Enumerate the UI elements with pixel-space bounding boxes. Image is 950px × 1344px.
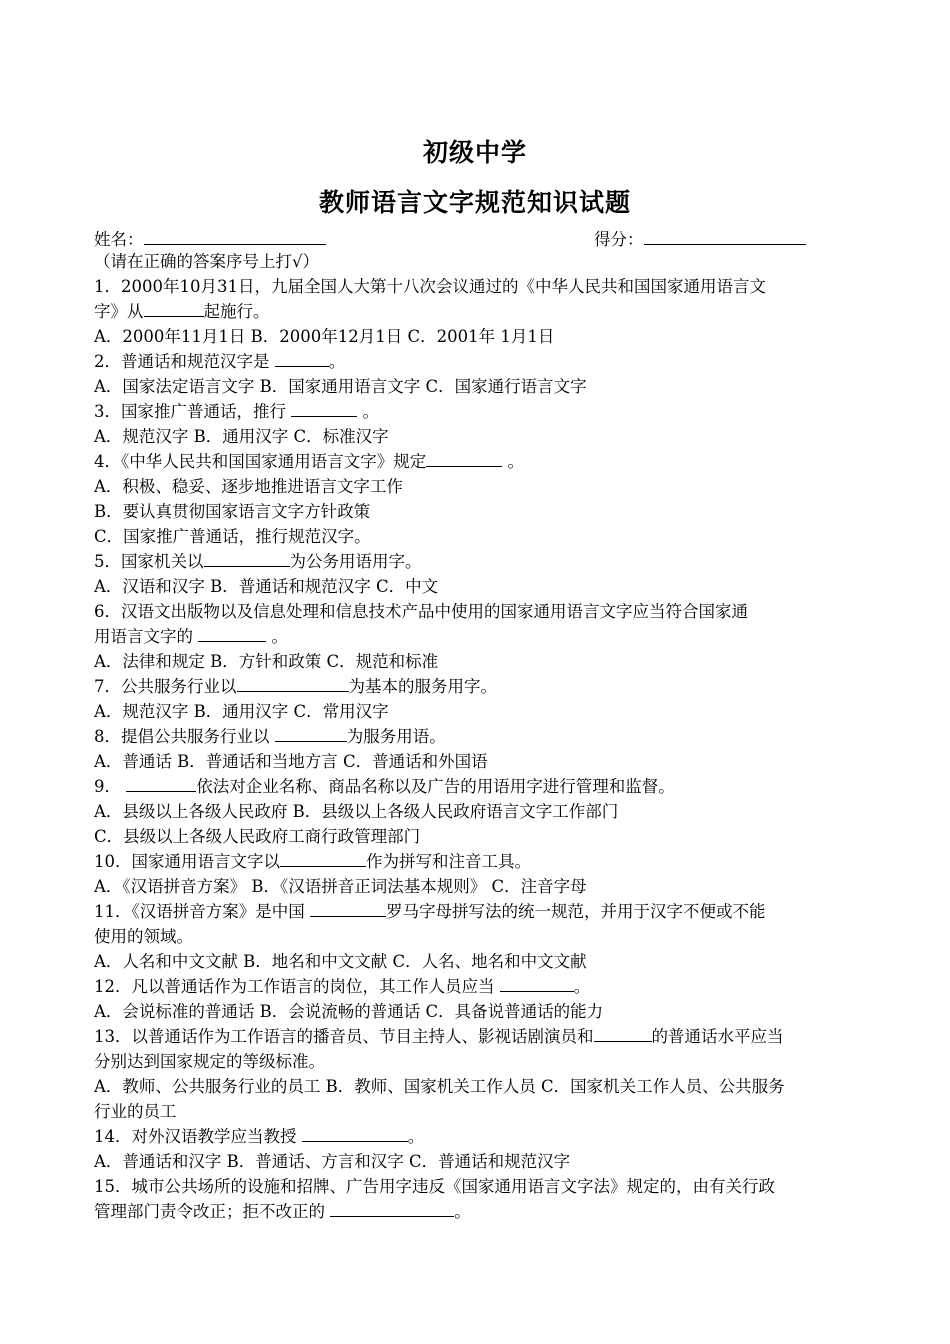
line-text: 用语言文字的 [94,627,199,646]
line-text-after-blank: 为公务用语用字。 [289,552,422,571]
question-line [94,824,864,849]
line-text: 15．城市公共场所的设施和招牌、广告用字违反《国家通用语言文字法》规定的，由有关行政 [94,1177,775,1196]
line-text: 行业的员工 [94,1102,177,1121]
page-title-school: 初级中学 [422,138,527,167]
line-text: 字》从 [94,302,144,321]
question-line [94,874,864,899]
answer-blank[interactable] [310,899,386,917]
question-line [94,399,864,424]
question-line [94,499,864,524]
question-line [94,1074,864,1099]
line-text: A．规范汉字 B．通用汉字 C．常用汉字 [94,702,389,721]
question-line [94,724,864,749]
question-line [94,799,864,824]
question-line [94,974,864,999]
question-line [94,1024,864,1049]
question-line [94,349,864,374]
question-line [94,474,864,499]
page-title-exam: 教师语言文字规范知识试题 [318,188,631,217]
score-label: 得分： [594,230,644,249]
line-text: 使用的领域。 [94,927,193,946]
line-text-after-blank: 。 [573,977,591,996]
question-line [94,274,864,299]
question-line [94,899,864,924]
line-text: A．积极、稳妥、逐步地推进语言文字工作 [94,477,403,496]
line-text-after-blank: 依法对企业名称、商品名称以及广告的用语用字进行管理和监督。 [196,777,675,796]
line-text-after-blank: 。 [454,1202,471,1221]
line-text: 14．对外汉语教学应当教授 [94,1127,302,1146]
line-text: 2．普通话和规范汉字是 [94,352,275,371]
instruction-text: （请在正确的答案序号上打√） [94,252,320,271]
answer-blank[interactable] [198,624,266,642]
line-text-after-blank: 作为拼写和注音工具。 [366,852,531,871]
name-blank[interactable] [144,226,326,245]
question-line [94,324,864,349]
question-line [94,649,864,674]
line-text: A．人名和中文文献 B．地名和中文文献 C．人名、地名和中文文献 [94,952,587,971]
question-line [94,1099,864,1124]
line-text-after-blank: 。 [328,352,346,371]
question-list [94,249,864,1224]
answer-blank[interactable] [291,399,357,417]
line-text: 13．以普通话作为工作语言的播音员、节目主持人、影视话剧演员和 [94,1027,594,1046]
line-text: A．2000年11月1日 B．2000年12月1日 C．2001年 1月1日 [94,327,555,346]
line-text: 7．公共服务行业以 [94,677,237,696]
line-text-after-blank: 的普通话水平应当 [651,1027,784,1046]
line-text: 10．国家通用语言文字以 [94,852,280,871]
name-label: 姓名： [94,230,144,249]
question-line [94,449,864,474]
answer-blank[interactable] [302,1124,408,1142]
question-line [94,1199,864,1224]
line-text: C．国家推广普通话，推行规范汉字。 [94,527,371,546]
line-text: 12．凡以普通话作为工作语言的岗位，其工作人员应当 [94,977,500,996]
line-text: A．普通话和汉字 B．普通话、方言和汉字 C．普通话和规范汉字 [94,1152,571,1171]
line-text: 3．国家推广普通话，推行 [94,402,292,421]
answer-blank[interactable] [594,1024,652,1042]
line-text: A．普通话 B．普通话和当地方言 C．普通话和外国语 [94,752,488,771]
line-text: A．国家法定语言文字 B．国家通用语言文字 C．国家通行语言文字 [94,377,587,396]
question-line [94,374,864,399]
question-line [94,774,864,799]
line-text: A．汉语和汉字 B．普通话和规范汉字 C．中文 [94,577,439,596]
line-text: 9． [94,777,127,796]
line-text: A．教师、公共服务行业的员工 B．教师、国家机关工作人员 C．国家机关工作人员、公共服务 [94,1077,785,1096]
line-text-after-blank: 。 [502,452,524,471]
question-line [94,924,864,949]
question-line [94,549,864,574]
question-line [94,849,864,874]
line-text: 1．2000年10月31日，九届全国人大第十八次会议通过的《中华人民共和国国家通用语言文 [94,277,766,296]
line-text: 11．《汉语拼音方案》是中国 [94,902,310,921]
line-text: C．县级以上各级人民政府工商行政管理部门 [94,827,421,846]
line-text: A．《汉语拼音方案》 B．《汉语拼音正词法基本规则》 C．注音字母 [94,877,587,896]
question-line [94,674,864,699]
line-text: A．规范汉字 B．通用汉字 C．标准汉字 [94,427,389,446]
answer-blank[interactable] [500,974,574,992]
question-line [94,1124,864,1149]
question-line [94,599,864,624]
line-text-after-blank: 。 [357,402,379,421]
line-text-after-blank: 起施行。 [203,302,270,321]
question-line [94,424,864,449]
line-text: A．会说标准的普通话 B．会说流畅的普通话 C．具备说普通话的能力 [94,1002,604,1021]
question-line [94,624,864,649]
question-line [94,1149,864,1174]
line-text-after-blank: 为服务用语。 [346,727,446,746]
answer-blank[interactable] [280,849,366,867]
line-text: 8．提倡公共服务行业以 [94,727,275,746]
answer-blank[interactable] [275,349,329,367]
question-line [94,1049,864,1074]
question-line [94,574,864,599]
line-text-after-blank: 。 [407,1127,425,1146]
answer-blank[interactable] [237,674,349,692]
answer-blank[interactable] [144,299,204,317]
question-line [94,299,864,324]
answer-blank[interactable] [426,449,502,467]
line-text: 管理部门责令改正；拒不改正的 [94,1202,331,1221]
score-blank[interactable] [644,226,806,245]
answer-blank[interactable] [275,724,347,742]
line-text: A．县级以上各级人民政府 B．县级以上各级人民政府语言文字工作部门 [94,802,619,821]
question-line [94,949,864,974]
answer-blank[interactable] [330,1199,454,1217]
line-text-after-blank: 为基本的服务用字。 [348,677,497,696]
question-line [94,749,864,774]
line-text: 4．《中华人民共和国国家通用语言文字》规定 [94,452,427,471]
line-text: B．要认真贯彻国家语言文字方针政策 [94,502,371,521]
line-text: 6．汉语文出版物以及信息处理和信息技术产品中使用的国家通用语言文字应当符合国家通 [94,602,748,621]
line-text: A．法律和规定 B．方针和政策 C．规范和标准 [94,652,439,671]
question-line [94,524,864,549]
answer-blank[interactable] [126,774,196,792]
line-text-after-blank: 。 [266,627,288,646]
question-line [94,699,864,724]
line-text: 5．国家机关以 [94,552,204,571]
line-text: 分别达到国家规定的等级标准。 [94,1052,325,1071]
question-line [94,1174,864,1199]
question-line [94,999,864,1024]
answer-blank[interactable] [204,549,290,567]
line-text-after-blank: 罗马字母拼写法的统一规范，并用于汉字不便或不能 [386,902,766,921]
